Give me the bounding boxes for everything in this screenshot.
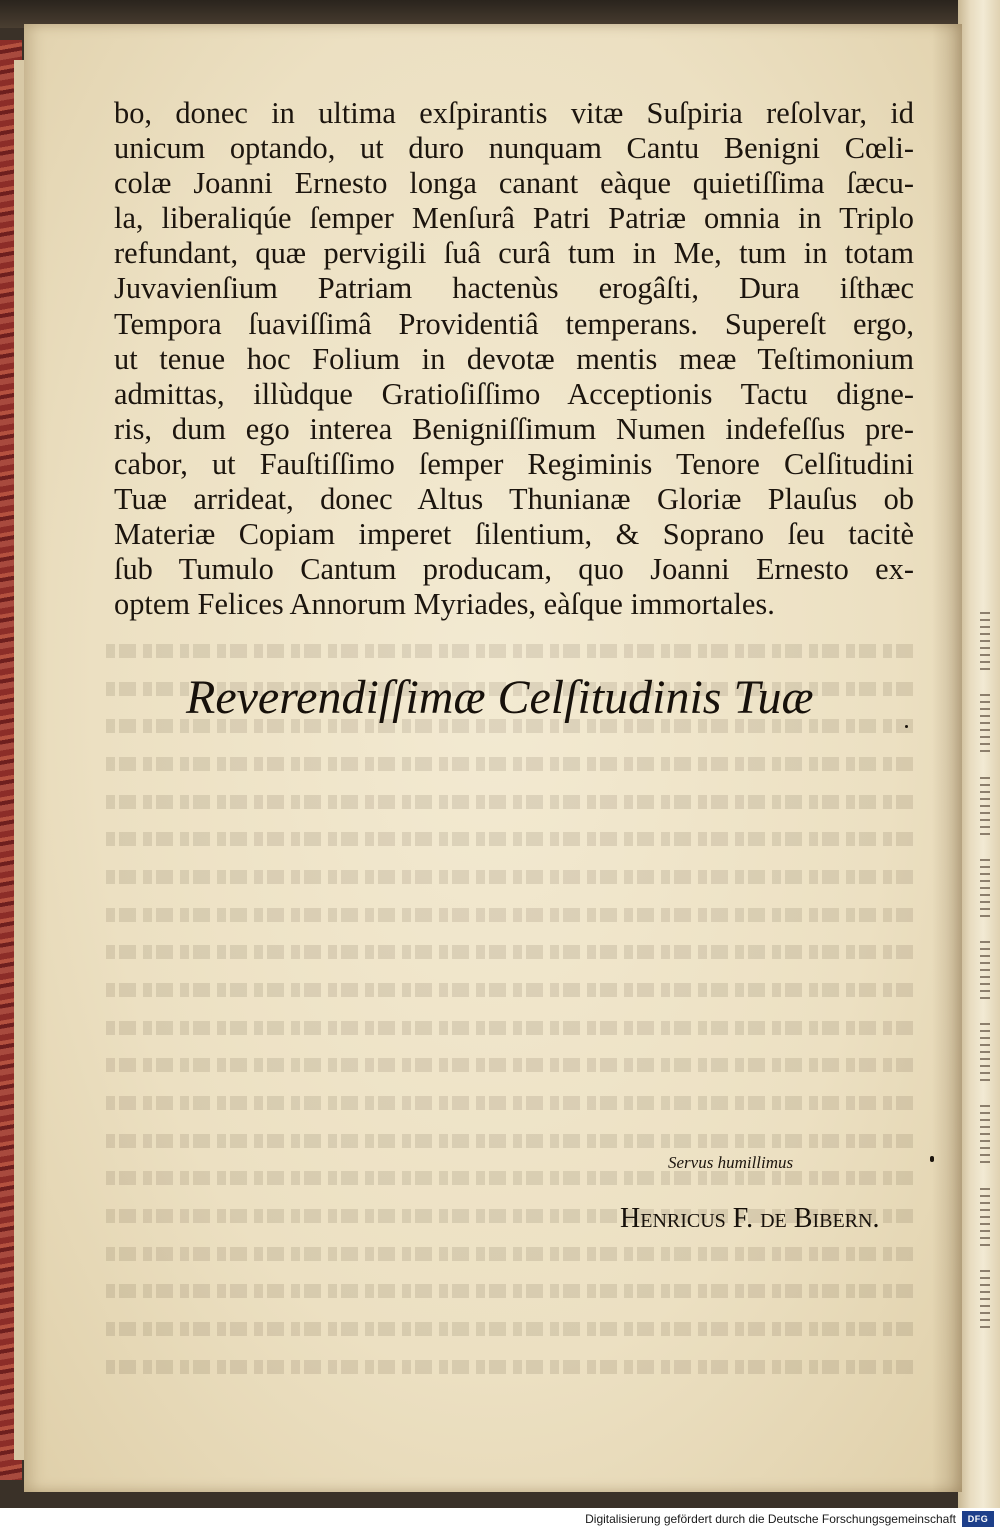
ink-speck bbox=[905, 725, 908, 728]
ink-speck bbox=[930, 1156, 934, 1162]
text-line: bo, donec in ultima exſpirantis vitæ Suſpiria reſolvar, id bbox=[114, 96, 914, 130]
text-line: Tuæ arrideat, donec Altus Thunianæ Gloriæ Plauſus ob bbox=[114, 482, 914, 517]
text-line: la, liberaliqúe ſemper Menſurâ Patri Patriæ omnia in Triplo bbox=[114, 201, 914, 236]
text-line: ſub Tumulo Cantum producam, quo Joanni Ernesto ex- bbox=[114, 552, 914, 587]
bleed-through-text bbox=[106, 644, 916, 1374]
gutter-shadow bbox=[932, 24, 962, 1492]
text-line: refundant, quæ pervigili ſuâ curâ tum in Me, tum in totam bbox=[114, 236, 914, 271]
dfg-logo: DFG bbox=[962, 1511, 994, 1527]
text-line: unicum optando, ut duro nunquam Cantu Benigni Cœli- bbox=[114, 131, 914, 166]
text-line: Materiæ Copiam imperet ſilentium, & Soprano ſeu tacitè bbox=[114, 517, 914, 552]
text-line: colæ Joanni Ernesto longa canant eàque quietiſſima ſæcu- bbox=[114, 166, 914, 201]
footer-credit: Digitalisierung gefördert durch die Deutsche Forschungsgemeinschaft bbox=[585, 1512, 956, 1526]
text-line: ut tenue hoc Folium in devotæ mentis meæ Teſtimonium bbox=[114, 341, 914, 376]
text-line: cabor, ut Fauſtiſſimo ſemper Regiminis Tenore Celſitudini bbox=[114, 446, 914, 481]
closing-salutation: Reverendiſſimæ Celſitudinis Tuæ bbox=[186, 671, 814, 724]
text-line: ris, dum ego interea Benigniſſimum Numen indefeſſus pre- bbox=[114, 411, 914, 446]
text-line: optem Felices Annorum Myriades, eàſque immortales. bbox=[114, 587, 775, 622]
text-line: Tempora ſuaviſſimâ Providentiâ temperans. Supereſt ergo, bbox=[114, 306, 914, 341]
page-fold bbox=[14, 60, 24, 1460]
facing-page-handwriting bbox=[972, 600, 998, 1340]
body-paragraph bbox=[114, 96, 914, 622]
text-line: Juvavienſium Patriam hactenùs erogâſti, Dura iſthæc bbox=[114, 271, 914, 306]
digitization-footer bbox=[0, 1508, 1000, 1531]
servus-line: Servus humillimus bbox=[668, 1153, 794, 1172]
signature-name: Henricus F. de Bibern. bbox=[620, 1203, 880, 1234]
text-line: admittas, illùdque Gratioſiſſimo Acceptionis Tactu digne- bbox=[114, 376, 914, 411]
